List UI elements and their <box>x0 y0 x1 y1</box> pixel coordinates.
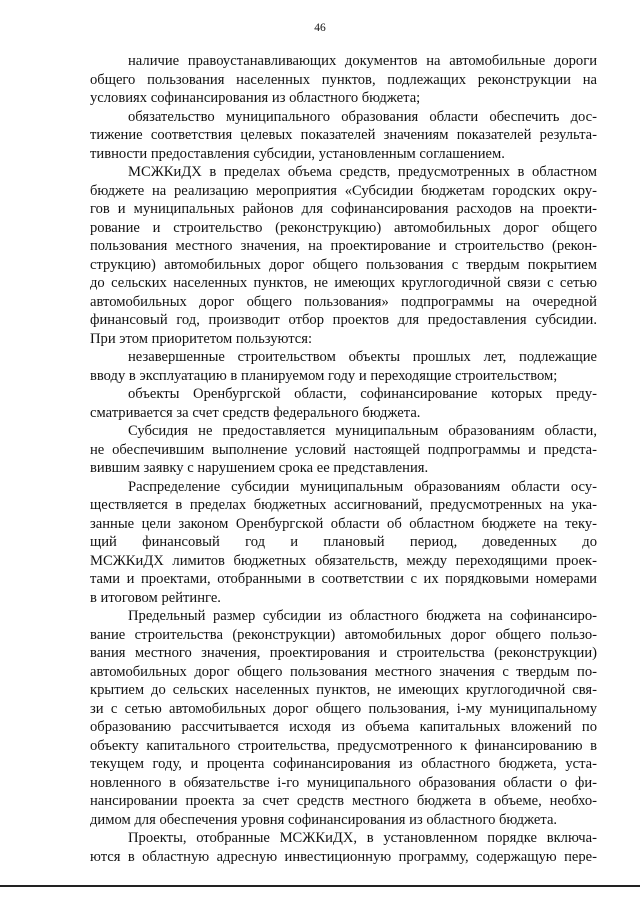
text-line: ществляется в пределах бюджетных ассигнований, предусмотренных на ука- <box>90 497 597 513</box>
text-line: зи с сетью автомобильных дорог общего пользования, i-му муниципальному <box>90 700 597 717</box>
text-line: щий финансовый год и плановый период, доведенных до <box>90 534 597 550</box>
paragraph <box>90 829 597 866</box>
text-line: нансировании проекта за счет средств местного бюджета в объеме, необхо- <box>90 793 597 809</box>
text-line: Проекты, отобранные МСЖКиДХ, в установленном порядке включа- <box>128 830 597 846</box>
text-line: вившим заявку с нарушением срока ее представления. <box>90 460 429 476</box>
document-body <box>90 52 597 866</box>
text-line: текущем году, и процента софинансирования из областного бюджета, уста- <box>90 756 597 772</box>
text-line: бюджете на реализацию мероприятия «Субсидии бюджетам городских окру- <box>90 182 597 199</box>
text-line: гов и муниципальных районов для софинансирования расходов на проекти- <box>90 201 597 217</box>
text-line: общего пользования населенных пунктов, подлежащих реконструкции на <box>90 71 597 88</box>
text-line: объекты Оренбургской области, софинансирование которых преду- <box>128 386 597 402</box>
paragraph <box>90 163 597 348</box>
text-line: пользования местного значения, на проектирование и строительство (рекон- <box>90 238 597 254</box>
paragraph <box>90 607 597 829</box>
text-line: сматривается за счет средств федерального бюджета. <box>90 404 421 421</box>
page-number: 46 <box>314 22 326 34</box>
text-line: При этом приоритетом пользуются: <box>90 330 313 347</box>
text-line: финансовый год, производит отбор проектов для предоставления субсидии. <box>90 312 597 328</box>
text-line: вания местного значения, проектирования и строительства (реконструкции) <box>90 645 597 661</box>
text-line: димом для обеспечения уровня софинансирования из областного бюджета. <box>90 811 558 828</box>
text-line: наличие правоустанавливающих документов на автомобильные дороги <box>128 53 597 69</box>
text-line: автомобильных дорог общего пользования» подпрограммы на очередной <box>90 293 597 310</box>
text-line: МСЖКиДХ лимитов бюджетных обязательств, между переходящими проек- <box>90 552 597 569</box>
text-line: незавершенные строительством объекты прошлых лет, подлежащие <box>128 349 597 365</box>
text-line: Предельный размер субсидии из областного бюджета на софинансиро- <box>128 608 597 624</box>
text-line: занные цели законом Оренбургской области об областном бюджете на теку- <box>90 515 597 532</box>
text-line: до сельских населенных пунктов, не имеющих круглогодичной связи с сетью <box>90 275 597 291</box>
paragraph <box>90 348 597 385</box>
text-line: обязательство муниципального образования области обеспечить дос- <box>128 108 597 125</box>
text-line: не обеспечившим выполнение условий настоящей подпрограммы и предста- <box>90 441 597 458</box>
paragraph <box>90 108 597 164</box>
text-line: тами и проектами, отобранными в соответствии с их порядковыми номерами <box>90 571 597 587</box>
text-line: крытием до сельских населенных пунктов, не имеющих круглогодичной свя- <box>90 682 597 698</box>
text-line: новленного в обязательстве i-го муниципального образования области о фи- <box>90 774 597 791</box>
text-line: объекту капитального строительства, предусмотренного к финансированию в <box>90 737 597 754</box>
text-line: Распределение субсидии муниципальным образованиям области осу- <box>128 478 597 495</box>
text-line: образованию рассчитывается исходя из объема капитальных вложений по <box>90 719 597 735</box>
page-bottom-rule <box>0 885 640 887</box>
text-line: условиях софинансирования из областного бюджета; <box>90 90 421 106</box>
text-line: струкцию) автомобильных дорог общего пользования с твердым покрытием <box>90 256 597 273</box>
text-line: тивности предоставления субсидии, установленным соглашением. <box>90 145 505 162</box>
text-line: тижение соответствия целевых показателей значениям показателей результа- <box>90 127 597 143</box>
paragraph <box>90 385 597 422</box>
text-line: в итоговом рейтинге. <box>90 589 221 606</box>
paragraph <box>90 422 597 478</box>
paragraph <box>90 52 597 108</box>
text-line: вание строительства (реконструкции) автомобильных дорог общего пользо- <box>90 626 597 643</box>
text-line: автомобильных дорог общего пользования местного значения с твердым по- <box>90 663 597 680</box>
text-line: Субсидия не предоставляется муниципальным образованиям области, <box>128 423 597 439</box>
paragraph <box>90 478 597 608</box>
text-line: рование и строительство (реконструкцию) автомобильных дорог общего <box>90 219 597 236</box>
text-line: вводу в эксплуатацию в планируемом году и переходящие строительством; <box>90 367 558 384</box>
text-line: МСЖКиДХ в пределах объема средств, предусмотренных в областном <box>128 164 597 180</box>
text-line: ются в областную адресную инвестиционную программу, содержащую пере- <box>90 848 597 865</box>
